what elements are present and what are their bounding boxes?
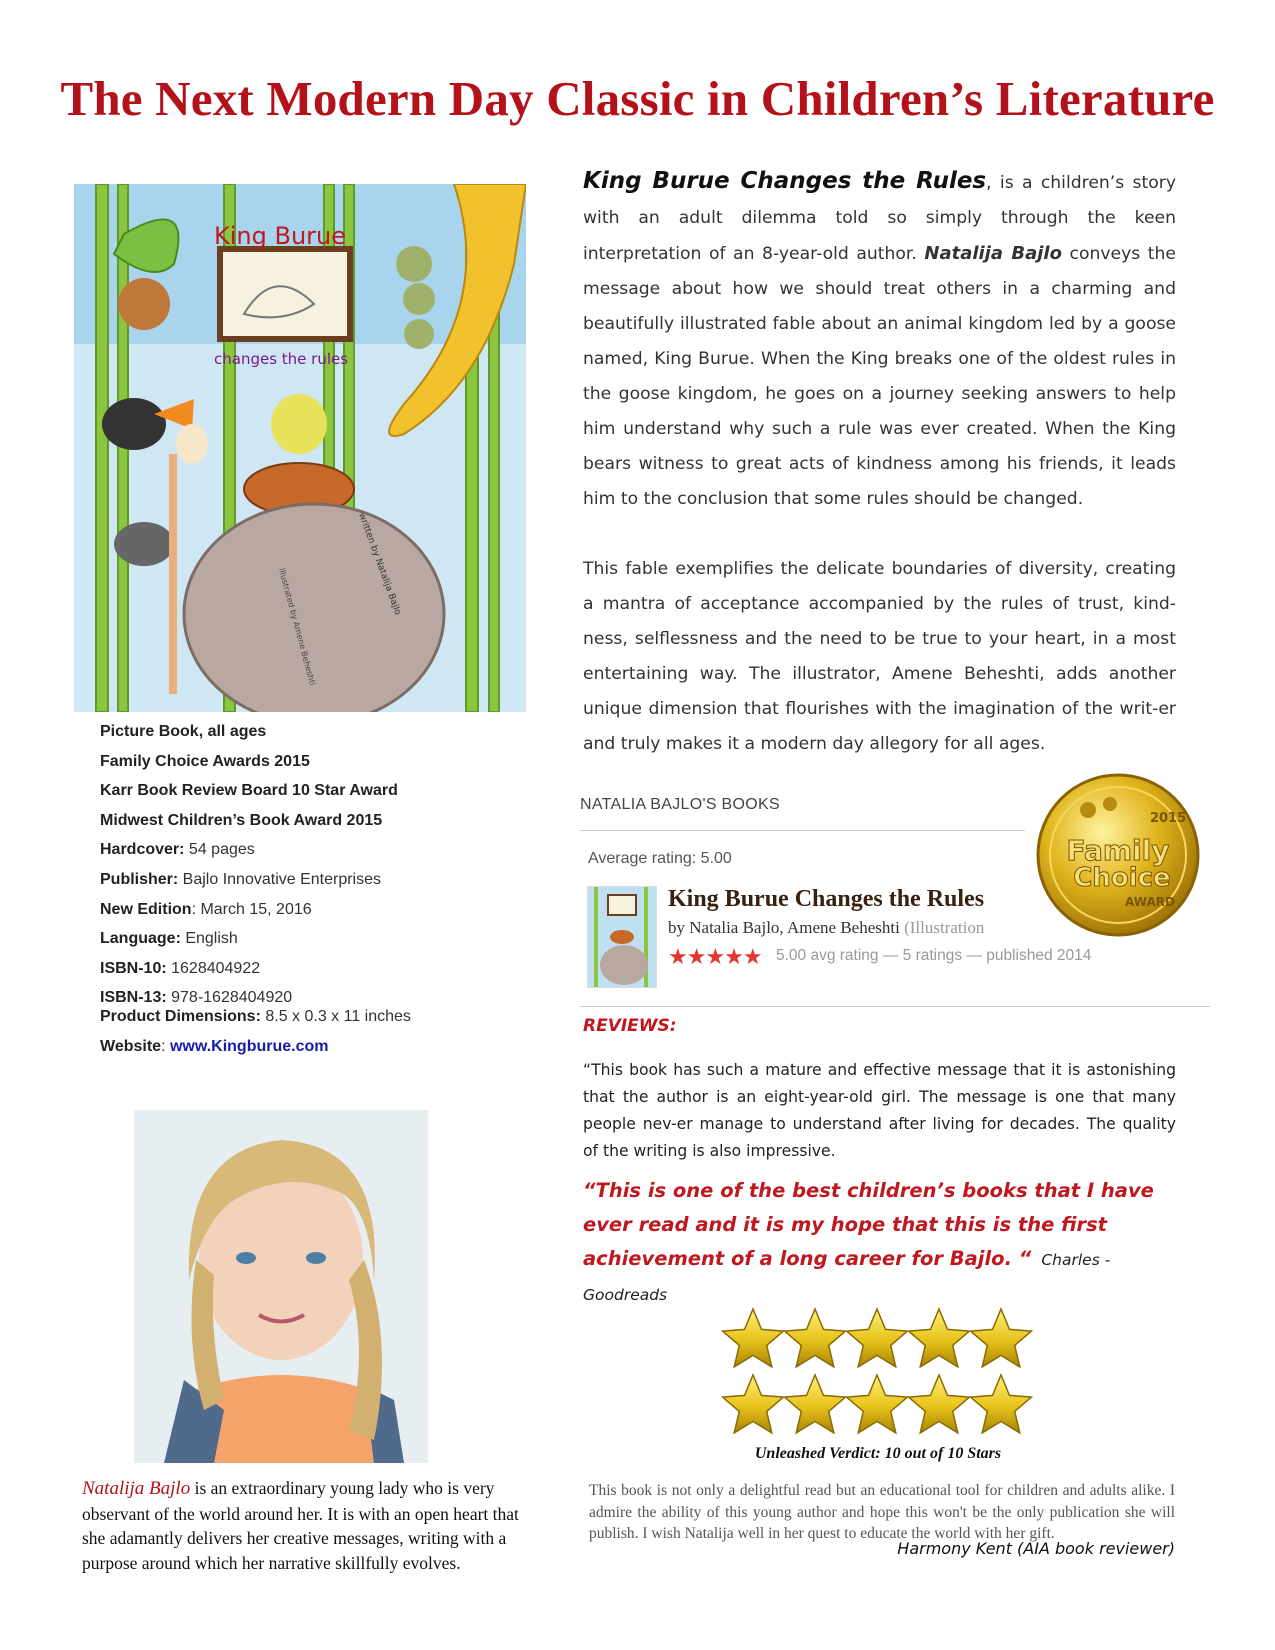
- gold-star-icon: [723, 1375, 784, 1433]
- detail-website: Website: www.Kingburue.com: [100, 1037, 329, 1055]
- verdict: Unleashed Verdict: 10 out of 10 Stars: [754, 1445, 1002, 1462]
- goodreads-byline: by Natalia Bajlo, Amene Beheshti (Illustration: [668, 918, 985, 937]
- goodreads-book-title[interactable]: King Burue Changes the Rules: [668, 886, 985, 912]
- detail-award-family-choice: Family Choice Awards 2015: [100, 752, 310, 770]
- medal-line2: Choice: [1073, 863, 1171, 893]
- divider: [580, 830, 1025, 831]
- gold-star-icon: [723, 1309, 784, 1367]
- cover-illustrator: illustrated by Amene Beheshti: [277, 567, 318, 687]
- gold-star-icon: [847, 1309, 908, 1367]
- description-author: Natalija Bajlo: [924, 243, 1062, 264]
- page-title: The Next Modern Day Classic in Children’s Literature: [60, 71, 1215, 126]
- review-2-source: Charles -Goodreads: [583, 1251, 1111, 1304]
- review-2-quote: “This is one of the best children’s books that I have ever read and it is my hope that this is the first achievement of a long career for Bajlo. “: [583, 1179, 1154, 1270]
- gold-star-icon: [785, 1309, 846, 1367]
- detail-publisher: Publisher: Bajlo Innovative Enterprises: [100, 870, 382, 888]
- review-1: “This book has such a mature and effective message that it is astonishing that the author is an eight-year-old girl. The message is one that many people nev-er manage to understand after living for decades. The quality of the writing is also impressive.: [583, 1061, 1176, 1160]
- detail-format: Picture Book, all ages: [100, 723, 267, 740]
- website-link[interactable]: www.Kingburue.com: [169, 1037, 329, 1055]
- author-bio: Natalija Bajlo is an extraordinary young lady who is very observant of the world around her. It is with an open heart that she adamantly delivers her creative messages, writing with a purpose around which her narrative skillfully evolves.: [82, 1478, 519, 1573]
- medal-line3: AWARD: [1125, 895, 1175, 909]
- gold-star-icon: [909, 1375, 970, 1433]
- cover-title-line2: changes the rules: [214, 350, 349, 368]
- description-paragraph-1: King Burue Changes the Rules, is a children’s story with an adult dilemma told so simply through the keen interpretation of an 8-year-old author. Natalija Bajlo conveys the message about how we should treat others in a charming and beautifully illustrated fable about an animal kingdom led by a goose named, King Burue. When the King breaks one of the oldest rules in the goose kingdom, he goes on a journey seeking answers to help him understand why such a rule was ever created. When the King bears witness to great acts of kindness among his friends, it leads him to the conclusion that some rules should be changed.: [583, 168, 1176, 509]
- goodreads-rating-meta: 5.00 avg rating — 5 ratings — published 2014: [776, 947, 1092, 964]
- ten-star-rating: [720, 1305, 1045, 1445]
- review-3: This book is not only a delightful read but an educational tool for children and adults alike. I admire the ability of this young author and hope this won't be the only publication she will publish. I wish Natalija well in her quest to educate the world with her gift.: [589, 1482, 1175, 1542]
- review-3-source: Harmony Kent (AIA book reviewer): [897, 1539, 1175, 1558]
- medal-year: 2015: [1150, 811, 1187, 826]
- author-name: Natalija Bajlo: [82, 1478, 191, 1499]
- gold-star-icon: [971, 1309, 1032, 1367]
- gold-star-icon: [909, 1309, 970, 1367]
- detail-award-midwest: Midwest Children’s Book Award 2015: [100, 811, 383, 829]
- goodreads-heading: NATALIA BAJLO'S BOOKS: [580, 796, 780, 813]
- goodreads-star-rating: ★★★★★: [668, 944, 762, 969]
- divider: [580, 1006, 1210, 1007]
- book-cover-image: [74, 184, 526, 712]
- detail-hardcover: Hardcover: 54 pages: [100, 841, 255, 859]
- detail-language: Language: English: [100, 930, 238, 948]
- cover-author: written by Natalija Bajlo: [356, 511, 403, 617]
- description-paragraph-2: This fable exemplifies the delicate boundaries of diversity, creating a mantra of acceptance accompanied by the rules of trust, kind-ness, selflessness and the need to be true to your heart, in a most entertaining way. The illustrator, Amene Beheshti, adds another unique dimension that flourishes with the imagination of the writ-er and truly makes it a modern day allegory for all ages.: [583, 559, 1176, 754]
- detail-isbn10: ISBN-10: 1628404922: [100, 959, 261, 977]
- detail-edition: New Edition: March 15, 2016: [100, 900, 312, 918]
- gold-star-icon: [847, 1375, 908, 1433]
- author-portrait: [134, 1110, 428, 1463]
- family-choice-award-medal: [1030, 772, 1206, 938]
- gold-star-icon: [971, 1375, 1032, 1433]
- reviews-label: REVIEWS:: [583, 1016, 677, 1036]
- goodreads-average: Average rating: 5.00: [588, 850, 732, 867]
- book-details: [100, 722, 540, 1067]
- detail-dimensions: Product Dimensions: 8.5 x 0.3 x 11 inches: [100, 1008, 411, 1026]
- description-book-title: King Burue Changes the Rules: [583, 168, 987, 194]
- detail-isbn13: ISBN-13: 978-1628404920: [100, 989, 293, 1007]
- cover-title-line1: King Burue: [214, 222, 346, 250]
- gold-star-icon: [785, 1375, 846, 1433]
- medal-line1: Family: [1066, 834, 1170, 867]
- detail-award-karr: Karr Book Review Board 10 Star Award: [100, 782, 398, 800]
- review-2: [583, 1174, 1176, 1312]
- book-description: [583, 164, 1176, 762]
- goodreads-book-thumbnail[interactable]: [587, 886, 657, 988]
